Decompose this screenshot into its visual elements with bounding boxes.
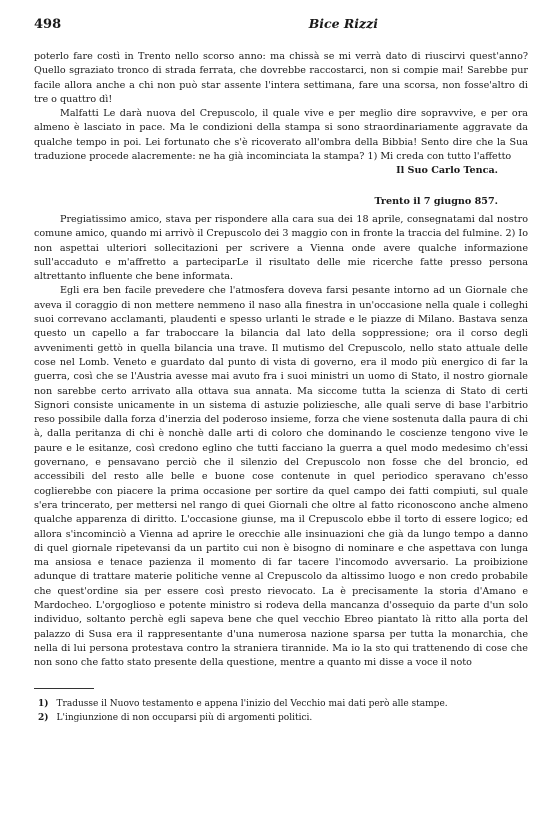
letter-2-dateline: Trento il 7 giugno 857. bbox=[374, 195, 498, 207]
footnote-mark: 2) bbox=[38, 713, 49, 724]
footnotes bbox=[34, 697, 528, 725]
footnote bbox=[34, 711, 528, 725]
footnote-text: L'ingiunzione di non occuparsi più di argomenti politici. bbox=[56, 713, 313, 724]
letter-2-paragraph-1: Pregiatissimo amico, stava per rispondere alla cara sua dei 18 aprile, consegnatami dal nostro comune amico, quando mi arrivò il Crepuscolo dei 3 maggio con in fronte la traccia del fulmine. 2) Io non aspettai ulteriori sollecitazioni per scrivere a Vienna onde avere qualche informazione sull'accaduto e m'affretto a parteciparLe il risultato delle mie ricerche fatte presso persona altrettanto influente che bene informata. bbox=[34, 213, 528, 283]
letter-2 bbox=[34, 195, 528, 671]
letter-1-signature: Il Suo Carlo Tenca. bbox=[396, 165, 498, 177]
page-header bbox=[34, 16, 528, 36]
letter-1 bbox=[34, 50, 528, 179]
letter-2-paragraph-2: Egli era ben facile prevedere che l'atmosfera doveva farsi pesante intorno ad un Giornale che aveva il coraggio di non mettere nemmeno il naso alla finestra in un'occasione nella quale i colleghi suoi correvano acclamanti, plaudenti e spesso urlanti le strade e le piazze di Milano. Bastava senza questo un capello a far traboccare la bilancia dal lato della soppressione; ora il corso degli avvenimenti gettò in quella bilancia una trave. Il mutismo del Crepuscolo, nello stato attuale delle cose nel Lomb. Veneto e guardato dal punto di vista di governo, era il modo più energico di far la guerra, così che se l'Austria avesse mai avuto fra i suoi ministri un uomo di Stato, il nostro giornale non sarebbe certo arrivato alla ottava sua annata. Ma siccome tutta la scienza di Stato di certi Signori consiste unicamente in un sistema di astuzie poliziesche, alle quali serve di base l'arbitrio reso possibile dalla forza d'inerzia del poderoso insieme, forza che viene sostenuta dalla paura di chi à, dalla peritanza di chi è nonchè dalle arti di coloro che dominando le coscienze tengono vive le paure e le esitanze, così credono eglino che tutti facciano la guerra a quel modo medesimo ch'essi governano, e pensavano perciò che il silenzio del Crepuscolo non fosse che del broncio, ed accessibili del resto alle belle e buone cose contenute in quel periodico speravano ch'esso coglierebbe con piacere la prima occasione per sortire da quel campo dei fatti compiuti, sul quale s'era trincerato, per mettersi nel rango di quei Giornali che oltre al fatto riconoscono anche almeno qualche apparenza di diritto. L'occasione giunse, ma il Crepuscolo ebbe il torto di essere logico; ed allora s'incominciò a Vienna ad aprire le orecchie alle insinuazioni che già da lungo tempo a danno di quel giornale ripetevansi da un partito cui non è bisogno di nominare e che aspettava con lunga ma ansiosa e tenace pazienza il momento di far tacere l'incomodo avversario. La proibizione adunque di trattare materie politiche venne al Crepuscolo da altissimo luogo e non credo probabile che quest'ordine sia per essere così presto rievocato. La è precisamente la storia d'Amano e Mardocheo. L'orgoglioso e potente ministro si rodeva della mancanza d'ossequio da parte d'un solo individuo, soltanto perchè egli sapeva bene che quel vecchio Ebreo piantato là ritto alla porta del palazzo di Susa era il rappresentante d'una numerosa nazione sparsa per tutta la monarchia, che nella di lui persona protestava contro la straniera tirannide. Ma io la sto qui trattenendo di cose che non sono che fatto stato presente della questione, mentre a quanto mi disse a voce il noto bbox=[34, 285, 528, 669]
footnote bbox=[34, 697, 528, 711]
page-number: 498 bbox=[34, 17, 62, 32]
footnote-divider bbox=[34, 688, 94, 689]
running-head: Bice Rizzi bbox=[308, 16, 378, 31]
footnote-mark: 1) bbox=[38, 699, 49, 710]
footnote-text: Tradusse il Nuovo testamento e appena l'inizio del Vecchio mai dati però alle stampe. bbox=[56, 699, 448, 710]
letter-1-paragraph-2: Malfatti Le darà nuova del Crepuscolo, il quale vive e per meglio dire sopravvive, e per ora almeno è lasciato in pace. Ma le condizioni della stampa si sono straordinariamente aggravate da qualche tempo in poi. Lei fortunato che s'è ricoverato all'ombra della Bibbia! Sento dire che la Sua traduzione procede alacremente: ne ha già incominciata la stampa? 1) Mi creda con tutto l'affetto bbox=[34, 108, 528, 163]
letter-1-paragraph-1: poterlo fare costì in Trento nello scorso anno: ma chissà se mi verrà dato di riuscirvi quest'anno? Quello sgraziato tronco di strada ferrata, che dovrebbe raccostarci, non si compie mai! Sarebbe pur facile allora anche a chi non può star assente l'intera settimana, fare una scorsa, non fosse'altro di tre o quattro dì! bbox=[34, 51, 528, 105]
